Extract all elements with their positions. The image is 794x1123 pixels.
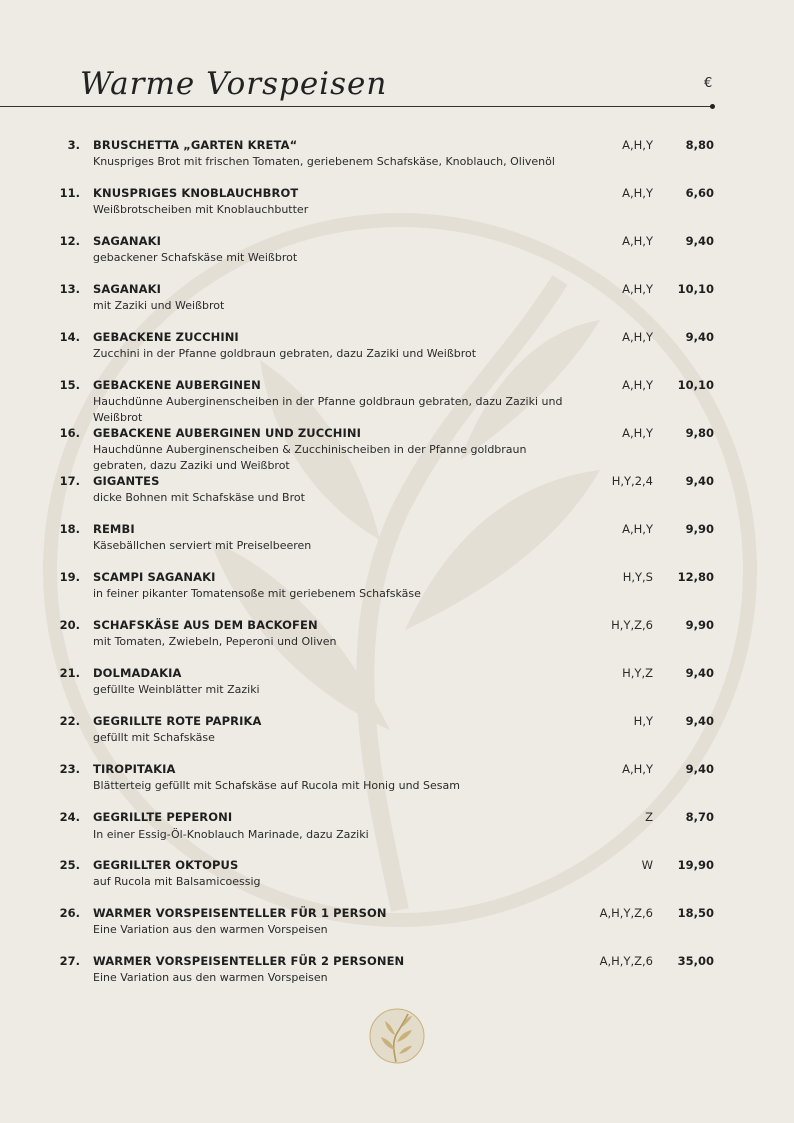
item-description: gebackener Schafskäse mit Weißbrot [93, 251, 298, 264]
item-price: 9,40 [685, 234, 714, 248]
item-allergens: A,H,Y,Z,6 [599, 954, 653, 968]
item-allergens: H,Y,Z,6 [611, 618, 653, 632]
menu-item [0, 666, 794, 710]
menu-item [0, 954, 794, 998]
item-number: 21. [59, 666, 80, 680]
item-price: 8,80 [685, 138, 714, 152]
item-allergens: A,H,Y [622, 522, 653, 536]
item-name: WARMER VORSPEISENTELLER FÜR 2 PERSONEN [93, 954, 405, 968]
item-price: 12,80 [677, 570, 714, 584]
item-number: 12. [59, 234, 80, 248]
item-price: 35,00 [677, 954, 714, 968]
item-price: 10,10 [677, 282, 714, 296]
item-price: 9,90 [685, 522, 714, 536]
item-price: 9,80 [685, 426, 714, 440]
menu-item [0, 762, 794, 806]
item-name: GEBACKENE ZUCCHINI [93, 330, 239, 344]
item-price: 9,40 [685, 714, 714, 728]
item-description: Knuspriges Brot mit frischen Tomaten, geriebenem Schafskäse, Knoblauch, Olivenöl [93, 155, 555, 168]
item-allergens: W [641, 858, 653, 872]
menu-item [0, 186, 794, 230]
item-allergens: H,Y,S [622, 570, 653, 584]
item-number: 25. [59, 858, 80, 872]
menu-item [0, 522, 794, 566]
menu-item [0, 234, 794, 278]
item-number: 17. [59, 474, 80, 488]
item-name: SAGANAKI [93, 282, 162, 296]
item-number: 20. [59, 618, 80, 632]
item-name: GEBACKENE AUBERGINEN [93, 378, 261, 392]
item-description: dicke Bohnen mit Schafskäse und Brot [93, 491, 305, 504]
item-allergens: A,H,Y [622, 426, 653, 440]
item-number: 22. [59, 714, 80, 728]
item-description: in feiner pikanter Tomatensoße mit geriebenem Schafskäse [93, 587, 421, 600]
menu-item [0, 570, 794, 614]
item-name: WARMER VORSPEISENTELLER FÜR 1 PERSON [93, 906, 387, 920]
menu-item [0, 618, 794, 662]
menu-item [0, 378, 794, 422]
item-allergens: A,H,Y [622, 282, 653, 296]
item-description: Hauchdünne Auberginenscheiben in der Pfanne goldbraun gebraten, dazu Zaziki und Weißbrot [93, 395, 563, 424]
item-number: 16. [59, 426, 80, 440]
item-price: 8,70 [685, 810, 714, 824]
menu-item [0, 138, 794, 182]
item-allergens: A,H,Y,Z,6 [599, 906, 653, 920]
item-allergens: H,Y [633, 714, 653, 728]
item-name: DOLMADAKIA [93, 666, 182, 680]
leaf-logo-icon [369, 1008, 425, 1064]
item-description: gefüllt mit Schafskäse [93, 731, 215, 744]
item-number: 23. [59, 762, 80, 776]
item-name: SCHAFSKÄSE AUS DEM BACKOFEN [93, 618, 318, 632]
item-name: GIGANTES [93, 474, 160, 488]
item-number: 18. [59, 522, 80, 536]
item-description: Eine Variation aus den warmen Vorspeisen [93, 971, 328, 984]
item-name: BRUSCHETTA „GARTEN KRETA“ [93, 138, 298, 152]
item-price: 9,40 [685, 474, 714, 488]
item-number: 14. [59, 330, 80, 344]
menu-item [0, 906, 794, 950]
menu-item [0, 474, 794, 518]
item-allergens: A,H,Y [622, 234, 653, 248]
item-description: Zucchini in der Pfanne goldbraun gebraten, dazu Zaziki und Weißbrot [93, 347, 477, 360]
item-description: gefüllte Weinblätter mit Zaziki [93, 683, 260, 696]
item-number: 27. [59, 954, 80, 968]
item-name: KNUSPRIGES KNOBLAUCHBROT [93, 186, 299, 200]
item-allergens: A,H,Y [622, 186, 653, 200]
item-name: GEGRILLTE ROTE PAPRIKA [93, 714, 262, 728]
item-price: 18,50 [677, 906, 714, 920]
item-name: GEGRILLTE PEPERONI [93, 810, 233, 824]
item-name: GEGRILLTER OKTOPUS [93, 858, 239, 872]
item-price: 9,40 [685, 762, 714, 776]
item-allergens: A,H,Y [622, 378, 653, 392]
item-number: 13. [59, 282, 80, 296]
item-price: 6,60 [685, 186, 714, 200]
item-number: 26. [59, 906, 80, 920]
item-description: mit Tomaten, Zwiebeln, Peperoni und Oliven [93, 635, 337, 648]
menu-item [0, 330, 794, 374]
menu-item [0, 282, 794, 326]
item-name: TIROPITAKIA [93, 762, 176, 776]
item-price: 9,40 [685, 330, 714, 344]
item-allergens: A,H,Y [622, 330, 653, 344]
item-description: Käsebällchen serviert mit Preiselbeeren [93, 539, 312, 552]
item-description: In einer Essig-Öl-Knoblauch Marinade, dazu Zaziki [93, 828, 369, 841]
item-price: 9,40 [685, 666, 714, 680]
item-price: 19,90 [677, 858, 714, 872]
item-price: 9,90 [685, 618, 714, 632]
item-description: Hauchdünne Auberginenscheiben & Zucchinischeiben in der Pfanne goldbraun gebraten, dazu Zaziki und Weißbrot [93, 443, 527, 472]
currency-label: € [704, 76, 713, 91]
item-description: mit Zaziki und Weißbrot [93, 299, 225, 312]
item-name: SCAMPI SAGANAKI [93, 570, 216, 584]
item-price: 10,10 [677, 378, 714, 392]
header-divider-dot [710, 104, 715, 109]
item-description: Blätterteig gefüllt mit Schafskäse auf Rucola mit Honig und Sesam [93, 779, 460, 792]
item-name: GEBACKENE AUBERGINEN UND ZUCCHINI [93, 426, 362, 440]
item-allergens: A,H,Y [622, 138, 653, 152]
item-allergens: H,Y,2,4 [611, 474, 653, 488]
header-divider [0, 106, 714, 107]
item-number: 15. [59, 378, 80, 392]
menu-item [0, 858, 794, 902]
item-number: 24. [59, 810, 80, 824]
item-allergens: Z [645, 810, 653, 824]
item-allergens: H,Y,Z [622, 666, 653, 680]
menu-item [0, 810, 794, 854]
page-title: Warme Vorspeisen [80, 66, 388, 102]
item-number: 11. [59, 186, 80, 200]
item-number: 19. [59, 570, 80, 584]
item-description: Eine Variation aus den warmen Vorspeisen [93, 923, 328, 936]
item-name: REMBI [93, 522, 135, 536]
item-description: Weißbrotscheiben mit Knoblauchbutter [93, 203, 309, 216]
menu-item [0, 426, 794, 470]
menu-item [0, 714, 794, 758]
item-number: 3. [67, 138, 80, 152]
item-allergens: A,H,Y [622, 762, 653, 776]
item-name: SAGANAKI [93, 234, 162, 248]
item-description: auf Rucola mit Balsamicoessig [93, 875, 261, 888]
